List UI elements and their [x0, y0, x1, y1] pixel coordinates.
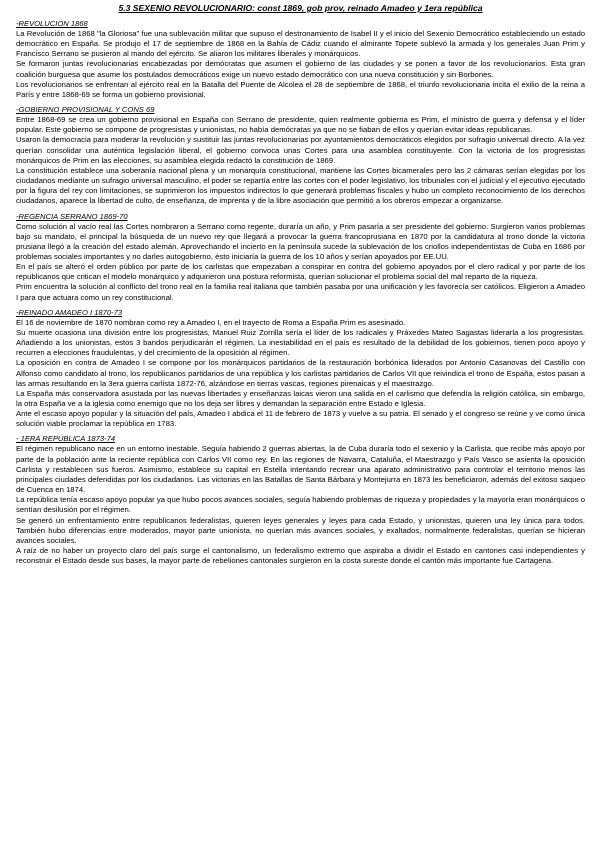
- section-heading: -REVOLUCIÓN 1868: [16, 19, 88, 28]
- paragraph: Su muerte ocasiona una división entre los progresistas, Manuel Ruiz Zorrilla sería el líder de los radicales y Práxedes Mateo Sagastas liderarla a los progresistas. Añadiendo a los unionistas, estos 3 bandos perjudicarán el régimen. La inestabilidad en el país es resultado de la debilidad de los gobiernos, tienen poco apoyo y recurren a elecciones fraudulentas, y del crecimiento de la oposición al régimen.: [16, 327, 585, 358]
- section-heading: - 1ERA REPÚBLICA 1873-74: [16, 434, 116, 444]
- paragraph: La república tenía escaso apoyo popular ya que hubo pocos avances sociales, seguía habiendo problemas de riqueza y propiedades y la mayoría eran monárquicos o sentían desilusión por el régimen.: [16, 495, 585, 515]
- section-regencia-serrano: [16, 212, 585, 303]
- section-primera-republica: [16, 434, 585, 566]
- section-revolucion-1868: [16, 19, 585, 100]
- paragraph: Usaron la democracia para moderar la revolución y sustituir las juntas revolucionarias por ayuntamientos democráticos elegidos por sufragio universal directo. A la vez querían consolidar una auténtica legislación liberal, el gobierno convoca unas Cortes para una asamblea constituyente. Con la victoria de los progresistas monárquicos de Prim en las elecciones, su asamblea elegida redactó la constitución de 1869.: [16, 135, 585, 165]
- paragraph: Prim encuentra la solución al conflicto del trono real en la familia real italiana que también pasaba por una unificación y les favorecía ser católicos. Eligieron a Amadeo I para que actuara como un rey constitucional.: [16, 282, 585, 302]
- paragraph: Se formaron juntas revolucionarias encabezadas por demócratas que asumen el gobierno de las ciudades y se ponen a favor de los revolucionarios. Esta gran coalición burguesa que asume los postulados democráticos exige un nuevo estado democrático con una nueva constitución y sin Borbones.: [16, 59, 585, 79]
- paragraph: La oposición en contra de Amadeo I se compone por los monárquicos partidarios de la restauración borbónica liderados por Antonio Casanovas del Castillo con Alfonso como candidato al trono, los republicanos partidarios de una república y los carlistas partidarios de Carlos VII que reivindica el trono de España, estos pasan a las armas resultando en la 3era guerra carlista 1872-76, alzándose en tierras vascas, regiones pirenaicas y el maestrazgo.: [16, 358, 585, 388]
- document-title: 5.3 SEXENIO REVOLUCIONARIO: const 1869, gob prov, reinado Amadeo y 1era república: [118, 3, 483, 13]
- section-heading: -REINADO AMADEO I 1870-73: [16, 307, 123, 317]
- paragraph: La constitución establece una soberanía nacional plena y un monarquía constitucional, mantiene las Cortes bicamerales pero las 2 cámaras serían elegidas por los ciudadanos mediante un sufragio universal masculino, el poder se repartía entre las cortes con el poder legislativo, los tribunales con el judicial y el ejecutivo ejecutado por la figura del rey con limitaciones, se suprimieron los impuestos indirectos lo que generará problemas fiscales y hubo un completo reconocimiento de los derechos ciudadanos, aparece la libertad de culto, de enseñanza, de imprenta y de la libre asociación que permitió a los obreros empezar a organizarse.: [16, 165, 585, 206]
- paragraph: El régimen republicano nace en un entorno inestable. Seguía habiendo 2 guerras abiertas, la de Cuba duraría todo el sexenio y la Carlista, que recibe más apoyo por parte de la población ante la reciente república con Carlos VII como rey. En las regiones de Navarra, Cataluña, el Maestrazgo y País Vasco se asienta la oposición Carlista y restablecen sus fueros. Asimismo, establece su capital en Estella intentando recrear una aparato administrativo para controlar el territorio menos las principales ciudades defendidas por los ciudadanos. Las victorias en las Batallas de Santa Bárbara y Montejurra en 1873 les beneficiaron, además del exitoso saqueo de Cuenca en 1874.: [16, 444, 585, 495]
- paragraph: A raíz de no haber un proyecto claro del país surge el cantonalismo, un federalismo extremo que aspiraba a dividir el Estado en cantones casi independientes y reconstruir el Estado desde sus bases, la mayor parte de rebeliones cantonales surgieron en la costa sureste donde el cantón más importante fue Cartagena.: [16, 546, 585, 566]
- paragraph: La España más conservadora asustada por las nuevas libertades y enseñanzas laicas vieron una salida en el carlismo que defendía la religión católica, sin embargo, la otra España ve a la iglesia como enemigo que no los deja ser libres y demandan la separación entre Estado e Iglesia.: [16, 388, 585, 408]
- section-heading: -GOBIERNO PROVISIONAL Y CONS 69: [16, 105, 155, 115]
- paragraph: Se generó un enfrentamiento entre republicanos federalistas, quieren leyes generales y leyes para cada Estado, y unionistas, quieren una ley única para todos. También hubo diferencias entre moderados, mayor parte unionista, no querían más avances sociales, y exaltados, normalmente federalistas, querían se hicieran avances sociales.: [16, 515, 585, 545]
- paragraph: La Revolución de 1868 "la Gloriosa" fue una sublevación militar que supuso el destronamiento de Isabel II y el inicio del Sexenio Democrático estableciendo un estado democrático en España. Se produjo el 17 de septiembre de 1868 en la Bahía de Cádiz cuando el almirante Topete sublevó la armada y los generales Juan Prim y Francisco Serrano se pusieron al mando del ejército. Se aliaron los militares liberales y monárquicos.: [16, 29, 585, 59]
- paragraph: Ante el escaso apoyo popular y la situación del país, Amadeo I abdica el 11 de febrero de 1873 y vuelve a su patria. El senado y el congreso se reúne y ve como única solución viable proclamar la república en 1783.: [16, 409, 585, 429]
- paragraph: Como solución al vacío real las Cortes nombraron a Serrano como regente, duraría un año, y Prim pasaría a ser presidente del gobierno. Surgieron varios problemas bajo su mandato, el principal la búsqueda de un nuevo rey que llegará a provocar la guerra francoprusiana en 1870 por la candidatura al trono donde la victoria prusiana llegó a la creación del estado alemán. Aprovechando el incierto en la península sucede la sublevación de los criollos independentistas de Cuba en 1686 por problemas sociales importantes y no darles autogobierno, ésto iniciaría la guerra de los 10 años y serían apoyados por EE.UU.: [16, 221, 585, 261]
- section-heading: -REGENCIA SERRANO 1869-70: [16, 211, 128, 221]
- paragraph: Los revolucionarios se enfrentan al ejército real en la Batalla del Puente de Alcolea el 28 de septiembre de 1868, el triunfo revolucionaria incita el exilio de la reina a París y entre 1868-69 se forma un gobierno provisional.: [16, 79, 585, 99]
- paragraph: El 16 de noviembre de 1870 nombran como rey a Amadeo I, en el trayecto de Roma a España Prim es asesinado.: [16, 317, 406, 327]
- section-gobierno-provisional: [16, 105, 585, 206]
- section-reinado-amadeo: [16, 308, 585, 430]
- paragraph: Entre 1868-69 se crea un gobierno provisional en España con Serrano de presidente, quien realmente gobierna es Prim, el ministro de guerra y defensa y el líder popular. Este gobierno se compone de progresistas y unionistas, no había demócratas ya que no se fiaban de ellos y querían evitar ideas republicanas.: [16, 115, 585, 135]
- paragraph: En el país se alteró el orden público por parte de los carlistas que empezaban a conspirar en contra del gobierno apoyados por el clero radical y por parte de los republicanos que critican el modelo monárquico y adquirieron una postura reformista, querían solucionar el problema social del mal reparto de la riqueza.: [16, 262, 585, 282]
